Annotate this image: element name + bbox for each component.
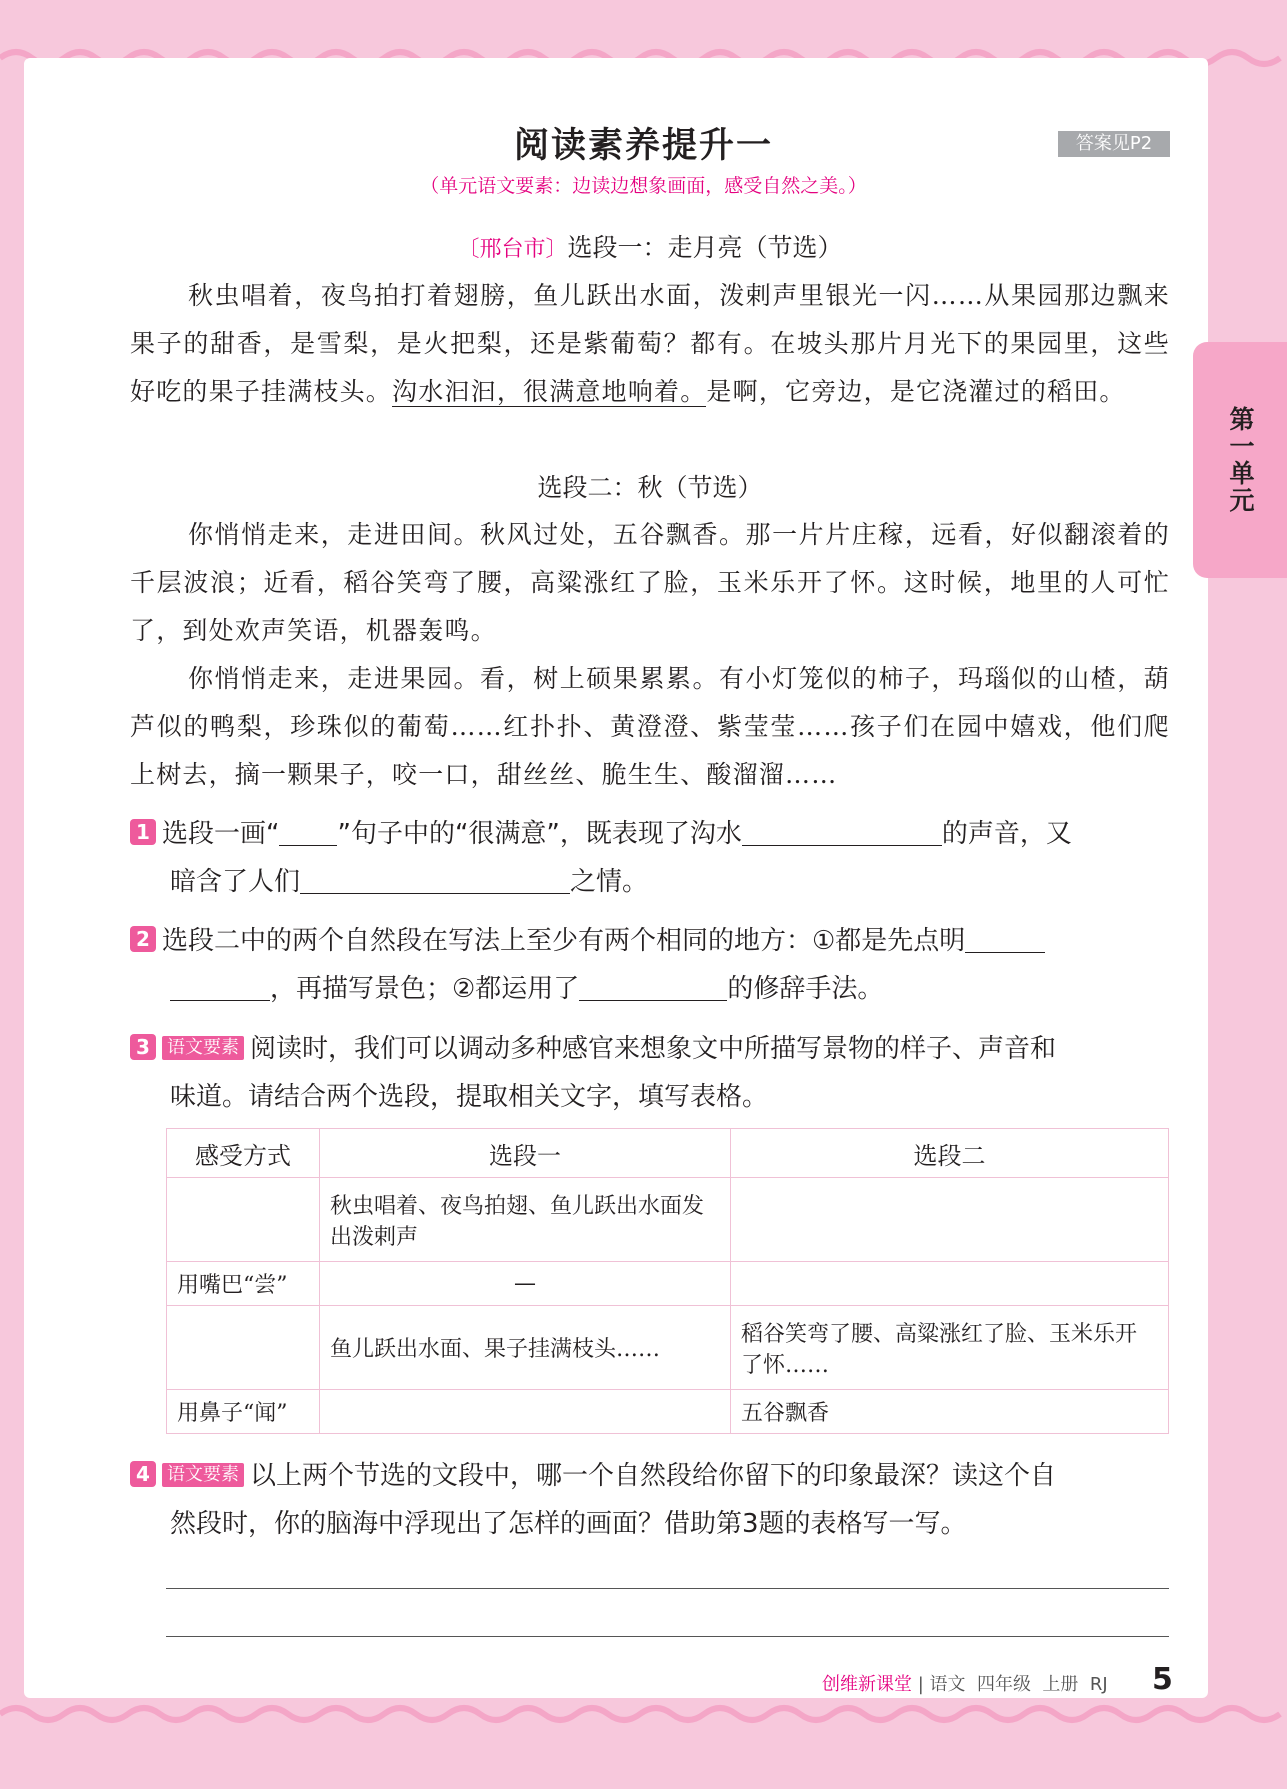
table-cell[interactable] <box>320 1390 731 1434</box>
page-title: 阅读素养提升一 <box>513 126 773 166</box>
question-2 <box>130 917 1170 1013</box>
table-header-cell: 选段一 <box>320 1129 731 1178</box>
question-1-text-d: 暗含了人们 <box>170 867 301 897</box>
question-3-tag: 语文要素 <box>162 1036 244 1060</box>
table-cell: 五谷飘香 <box>731 1390 1169 1434</box>
question-4-text-a: 以上两个节选的文段中，哪一个自然段给你留下的印象最深？读这个自 <box>250 1461 1057 1491</box>
question-3-text-a: 阅读时，我们可以调动多种感官来想象文中所描写景物的样子、声音和 <box>250 1034 1057 1064</box>
section2-paragraph-2: 你悄悄走来，走进果园。看，树上硕果累累。有小灯笼似的柿子，玛瑙似的山楂，葫芦似的鸭梨，珍珠似的葡萄……红扑扑、黄澄澄、紫莹莹……孩子们在园中嬉戏，他们爬上树去，摘一颗果子，咬一口，甜丝丝、脆生生、酸溜溜…… <box>130 664 1170 789</box>
answer-reference-badge: 答案见P2 <box>1058 131 1170 157</box>
question-1-text-a: 选段一画“ <box>162 819 280 849</box>
section2-title: 选段二：秋（节选） <box>537 473 763 502</box>
answer-writing-line[interactable] <box>166 1588 1169 1589</box>
table-cell: 秋虫唱着、夜鸟拍翅、鱼儿跃出水面发出泼剌声 <box>320 1178 731 1262</box>
section1-paragraph <box>130 272 1170 416</box>
table-header-row <box>167 1129 1169 1178</box>
question-1-text-c: 的声音，又 <box>941 819 1072 849</box>
unit-subtitle: （单元语文要素：边读边想象画面，感受自然之美。） <box>420 175 867 197</box>
table-row <box>167 1390 1169 1434</box>
question-2-blank-c[interactable] <box>579 970 727 1001</box>
table-header-cell: 选段二 <box>731 1129 1169 1178</box>
section2-paragraph-1: 你悄悄走来，走进田间。秋风过处，五谷飘香。那一片片庄稼，远看，好似翻滚着的千层波浪；近看，稻谷笑弯了腰，高粱涨红了脸，玉米乐开了怀。这时候，地里的人可忙了，到处欢声笑语，机器轰鸣。 <box>130 520 1170 645</box>
table-row <box>167 1178 1169 1262</box>
table-cell[interactable] <box>167 1178 320 1262</box>
question-4 <box>130 1452 1170 1548</box>
table-cell: 用嘴巴“尝” <box>167 1262 320 1306</box>
section1-text-before: 秋虫唱着，夜鸟拍打着翅膀，鱼儿跃出水面，泼剌声里银光一闪……从果园那边飘来果子的甜香，是雪梨，是火把梨，还是紫葡萄？都有。在坡头那片月光下的果园里，这些好吃的果子挂满枝头。 <box>130 281 1170 406</box>
table-cell[interactable] <box>731 1178 1169 1262</box>
question-4-tag: 语文要素 <box>162 1463 244 1487</box>
question-3-number: 3 <box>130 1034 156 1060</box>
section1-title <box>0 228 1287 264</box>
question-1 <box>130 810 1170 906</box>
section1-city: 〔邢台市〕 <box>457 237 568 262</box>
question-1-blank-a[interactable] <box>279 815 337 846</box>
page-number: 5 <box>1152 1662 1173 1697</box>
section1-text-after: 是啊，它旁边，是它浇灌过的稻田。 <box>706 377 1126 406</box>
question-2-text-b: ，再描写景色；②都运用了 <box>270 974 580 1004</box>
question-2-text-c: 的修辞手法。 <box>727 974 884 1004</box>
section1-underlined-sentence: 沟水汩汩，很满意地响着。 <box>392 377 707 406</box>
question-1-blank-b[interactable] <box>742 815 942 846</box>
table-cell[interactable] <box>731 1262 1169 1306</box>
question-2-blank-b[interactable] <box>170 970 270 1001</box>
table-cell: 稻谷笑弯了腰、高粱涨红了脸、玉米乐开了怀…… <box>731 1306 1169 1390</box>
footer-separator: | <box>917 1674 924 1695</box>
question-1-blank-c[interactable] <box>300 863 570 894</box>
table-row <box>167 1306 1169 1390</box>
table-row <box>167 1262 1169 1306</box>
question-3 <box>130 1025 1170 1121</box>
table-cell: — <box>320 1262 731 1306</box>
question-1-text-e: 之情。 <box>570 867 649 897</box>
question-1-number: 1 <box>130 819 156 845</box>
question-2-text-a: 选段二中的两个自然段在写法上至少有两个相同的地方：①都是先点明 <box>162 926 966 956</box>
question-2-blank-a[interactable] <box>965 922 1045 953</box>
page-footer <box>822 1670 1108 1696</box>
senses-table <box>166 1128 1169 1434</box>
section1-title-text: 选段一：走月亮（节选） <box>567 233 843 262</box>
unit-side-tab-label: 第一单元 <box>1226 406 1255 514</box>
table-cell[interactable] <box>167 1306 320 1390</box>
question-4-number: 4 <box>130 1461 156 1487</box>
question-3-text-b: 味道。请结合两个选段，提取相关文字，填写表格。 <box>170 1082 769 1112</box>
unit-side-tab <box>1193 342 1287 578</box>
table-cell: 用鼻子“闻” <box>167 1390 320 1434</box>
answer-writing-line[interactable] <box>166 1636 1169 1637</box>
bottom-wave-border <box>0 1702 1287 1726</box>
table-header-cell: 感受方式 <box>167 1129 320 1178</box>
footer-brand: 创维新课堂 <box>822 1674 912 1695</box>
question-2-number: 2 <box>130 926 156 952</box>
question-4-text-b: 然段时，你的脑海中浮现出了怎样的画面？借助第3题的表格写一写。 <box>170 1509 967 1539</box>
question-1-text-b: ”句子中的“很满意”，既表现了沟水 <box>337 819 742 849</box>
table-cell: 鱼儿跃出水面、果子挂满枝头…… <box>320 1306 731 1390</box>
footer-book-info: 语文 四年级 上册 RJ <box>929 1674 1108 1695</box>
